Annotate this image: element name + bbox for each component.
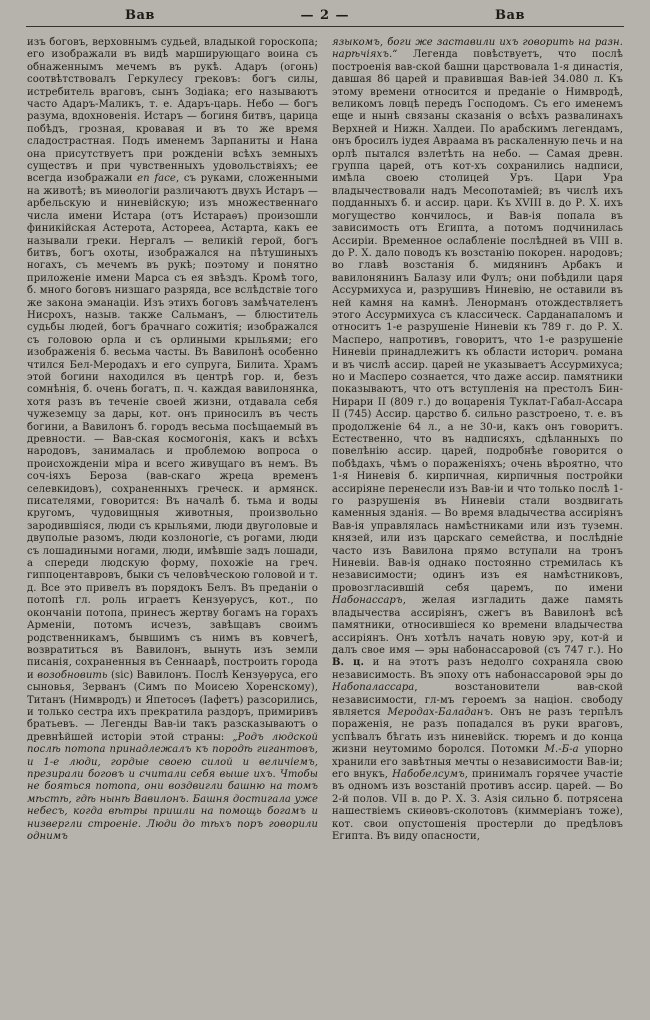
text-segment: возобновить (37, 669, 108, 681)
text-segment: Легенда повѣствуетъ, что послѣ построенія вав-ской башни царствовала 1-я династія, давшая 86 царей и правившая Вав-іей 34.080 л. Къ этому времени относится и преданіе о Нимвродѣ, великомъ ловцѣ передъ Господомъ. Съ его именемъ еще и нынѣ связаны сказанія о всѣхъ развалинахъ Верхней и Нижн. Халдеи. По арабскимъ легендамъ, онъ бросилъ іудея Авраама въ раскаленную печь и на орлѣ пытался взлетѣть на небо. — Самая древн. группа царей, отъ кот-хъ сохранились надписи, имѣла своею столицей Уръ. Цари Ура владычествовали надъ Месопотаміей; въ числѣ ихъ подданныхъ б. и ассир. цари. Къ XVIII в. до Р. Х. ихъ могущество кончилось, и Вав-ія попала въ зависимость отъ Египта, а потомъ подчинилась Ассиріи. Временное ослабленіе послѣдней въ VIII в. до Р. Х. дало поводъ къ возстанію покорен. народовъ; во главѣ возстанія б. мидянинъ Арбакъ и вавилонянинъ Балазу или Фулъ; они побѣдили царя Ассурмихуса и, разрушивъ Ниневію, не оставили въ ней камня на камнѣ. Ленорманъ отождествляетъ этого Ассурмихуса съ классическ. Сарданапаломъ и относитъ 1-е разрушеніе Ниневіи къ 789 г. до Р. Х. Масперо, напротивъ, говоритъ, что 1-е разрушеніе Ниневіи принадлежитъ къ области историч. романа и въ числѣ ассир. царей не указываетъ Ассурмихуса; но и Масперо сознается, что даже ассир. памятники показываютъ, что отъ вступленія на престолъ Бин-Нирари II (809 г.) до воцаренія Туклат-Габал-Ассара II (745) Ассир. царство б. сильно разстроено, т. е. въ продолженіе 64 л., а не 30-и, какъ онъ говоритъ. Естественно, что въ надписяхъ, сдѣланныхъ по повелѣнію ассир. царей, подробнѣе говорится о побѣдахъ, чѣмъ о пораженіяхъ; очень вѣроятно, что 1-я Ниневія б. кирпичная, кирпичныя постройки ассиріяне перенесли изъ Вав-іи и что только послѣ 1-го разрушенія въ Ниневіи стали воздвигать каменныя зданія. — Во время владычества ассиріянъ Вав-ія управлялась намѣстниками или изъ туземн. князей, или изъ царскаго семейства, и послѣдніе часто изъ Вавилона прямо вступали на тронъ Ниневіи. Вав-ія однако постоянно стремилась къ независимости; одинъ изъ ея намѣстниковъ, провозгласившій себя царемъ, по имени (332, 49, 623, 594)
text-segment: „Родъ людской послѣ потопа принадлежалъ къ породѣ гигантовъ, и 1-е люди, гордые своею силой и величіемъ, презирали боговъ и считали себя выше ихъ. Чтобы не бояться потопа, они воздвигли башню на томъ мѣстѣ, гдѣ нынѣ Вавилонъ. Башня достигала уже небесъ, когда вѣтры пришли на помощь богамъ и низвергли строеніе. Люди до тѣхъ поръ говорили однимъ (27, 731, 318, 842)
text-segment: (sic) Вавилонъ. Послѣ Кензуѳруса, его сыновья, Зерванъ (Симъ по Моисею Хоренскому), Титанъ (Нимвродъ) и Япетосѳъ (Іафетъ) разсорились, и только сестра ихъ прекратила раздоръ, примиривъ братьевъ. — Легенды Вав-іи такъ разсказываютъ о древнѣйшей исторіи этой страны: (27, 669, 318, 743)
text-segment: М.-Б-а (544, 744, 579, 756)
text-segment: , желая изгладить даже память владычества ассиріянъ, сжегъ въ Вавилонѣ всѣ памятники, относившіеся ко времени владычества ассиріянъ. Онъ хотѣлъ начать новую эру, кот-й и далъ свое имя — эры набонассаровой (съ 747 г.). Но (332, 595, 623, 656)
text-segment: и на этотъ разъ недолго сохраняла свою независимость. Въ эпоху отъ набонассаровой эры до (332, 657, 623, 681)
text-segment: , съ руками, сложенными на животѣ; въ миѳологіи различаютъ двухъ Истаръ — арбельскую и ниневійскую; изъ множественнаго числа имени Истара (отъ Истараѳъ) произошли финикійская Астерота, Асторееа, Астарта, какъ ее называли греки. Нергалъ — великій герой, богъ битвъ, богъ охоты, изображался на пѣтушиныхъ ногахъ, съ мечемъ въ рукѣ; поэтому и понятно приложеніе имени Марса съ ея звѣздъ. Кромѣ того, б. много боговъ низшаго разряда, все вслѣдствіе того же закона эманаціи. Изъ этихъ боговъ замѣчателенъ Нисрохъ, назыв. также Сальманъ, — блюститель судьбы людей, богъ брачнаго сожитія; изображался съ головою орла и съ орлиными крыльями; его изображенія б. весьма часты. Въ Вавилонѣ особенно чтился Бел-Меродахъ и его супруга, Билита. Храмъ этой богини находился въ центрѣ гор. и, безъ сомнѣнія, б. очень богатъ, п. ч. каждая вавилонянка, хотя разъ въ теченіе своей жизни, отдавала себя чужеземцу за дары, кот. онъ приносилъ въ честь богини, а Вавилонъ б. городъ весьма посѣщаемый въ древности. — Вав-ская космогонія, какъ и всѣхъ народовъ, занималась и проблемою вопроса о происхожденіи міра и всего живущаго въ немъ. Въ соч-іяхъ Бероза (вав-скаго жреца временъ селевкидовъ), сохраненныхъ греческ. и армянск. писателями, говорится: Въ началѣ б. тьма и воды кругомъ, чудовищныя животныя, произвольно зародившіяся, люди съ крыльями, люди двуголовые и двуполые разомъ, люди козлоногіе, съ рогами, люди съ лошадиными ногами, люди, имѣвшіе задъ лошади, а спереди людскую форму, похожіе на греч. гиппоцентавровъ, быки съ человѣческою головой и т. д. Все это привелъ въ порядокъ Белъ. Въ преданіи о потопѣ гл. роль играетъ Кензуѳрусъ, кот., по окончаніи потопа, принесъ жертву богамъ на горахъ Арменіи, потомъ исчезъ, завѣщавъ своимъ родственникамъ, бывшимъ съ нимъ въ ковчегѣ, возвратиться въ Вавилонъ, вынуть изъ земли писанія, сохраненныя въ Сеннаарѣ, построить города и (27, 173, 319, 681)
header-keyword-left: Вав (125, 8, 155, 23)
page-number: — 2 — (300, 8, 350, 23)
text-segment: Набонассаръ (332, 595, 403, 607)
text-segment: , возстановители вав-ской независимости, гл-мъ героемъ за націон. свободу является (332, 682, 623, 718)
text-segment: изъ боговъ, верховнымъ судьей, владыкой гороскопа; его изображали въ видѣ марширующаго воина съ обнаженнымъ мечемъ въ рукѣ. Адаръ (огонь) соотвѣтствовалъ Геркулесу грековъ: богъ силы, истребитель враговъ, сынъ Зодіака; его называютъ часто Адаръ-Маликъ, т. е. Адаръ-царь. Небо — богъ разума, вдохновенія. Истаръ — богиня битвъ, царица побѣдъ, грозная, кровавая и въ то же время сладострастная. Подъ именемъ Зарпаниты и Нана она присутствуетъ при рожденіи всѣхъ земныхъ существъ и при чувственныхъ удовольствіяхъ; ее всегда изображали (27, 37, 318, 185)
text-segment: Набобелсумъ (392, 768, 465, 780)
text-segment: en face (137, 173, 176, 185)
header-keyword-right: Вав (495, 8, 525, 23)
article-body (0, 27, 650, 843)
right-column-text (332, 37, 623, 843)
text-segment: языкомъ, боги же заставили ихъ говорить на разн. нарѣчіяхъ.“ (332, 37, 623, 61)
left-column-text (27, 37, 318, 843)
text-segment: , принималъ горячее участіе въ одномъ изъ возстаній противъ ассир. царей. — Во 2-й полов. VII в. до Р. Х. З. Азія сильно б. потрясена нашествіемъ скиѳовъ-сколотовъ (киммеріанъ тоже), кот. свои опустошенія простерли до предѣловъ Египта. Въ виду опасности, (332, 768, 623, 842)
page-header (0, 6, 650, 23)
text-segment: В. ц. (332, 657, 365, 669)
text-segment: Набопалассара (332, 682, 415, 694)
text-segment: упорно хранили его завѣтныя мечты о независимости Вав-іи; его внукъ, (332, 744, 623, 780)
text-segment: Меродах-Баладанъ (387, 706, 491, 718)
text-segment: . Онъ не разъ терпѣлъ пораженія, не разъ попадался въ руки враговъ, успѣвалъ бѣгать изъ ниневійск. тюремъ и до конца жизни неутомимо боролся. Потомки (332, 706, 623, 756)
